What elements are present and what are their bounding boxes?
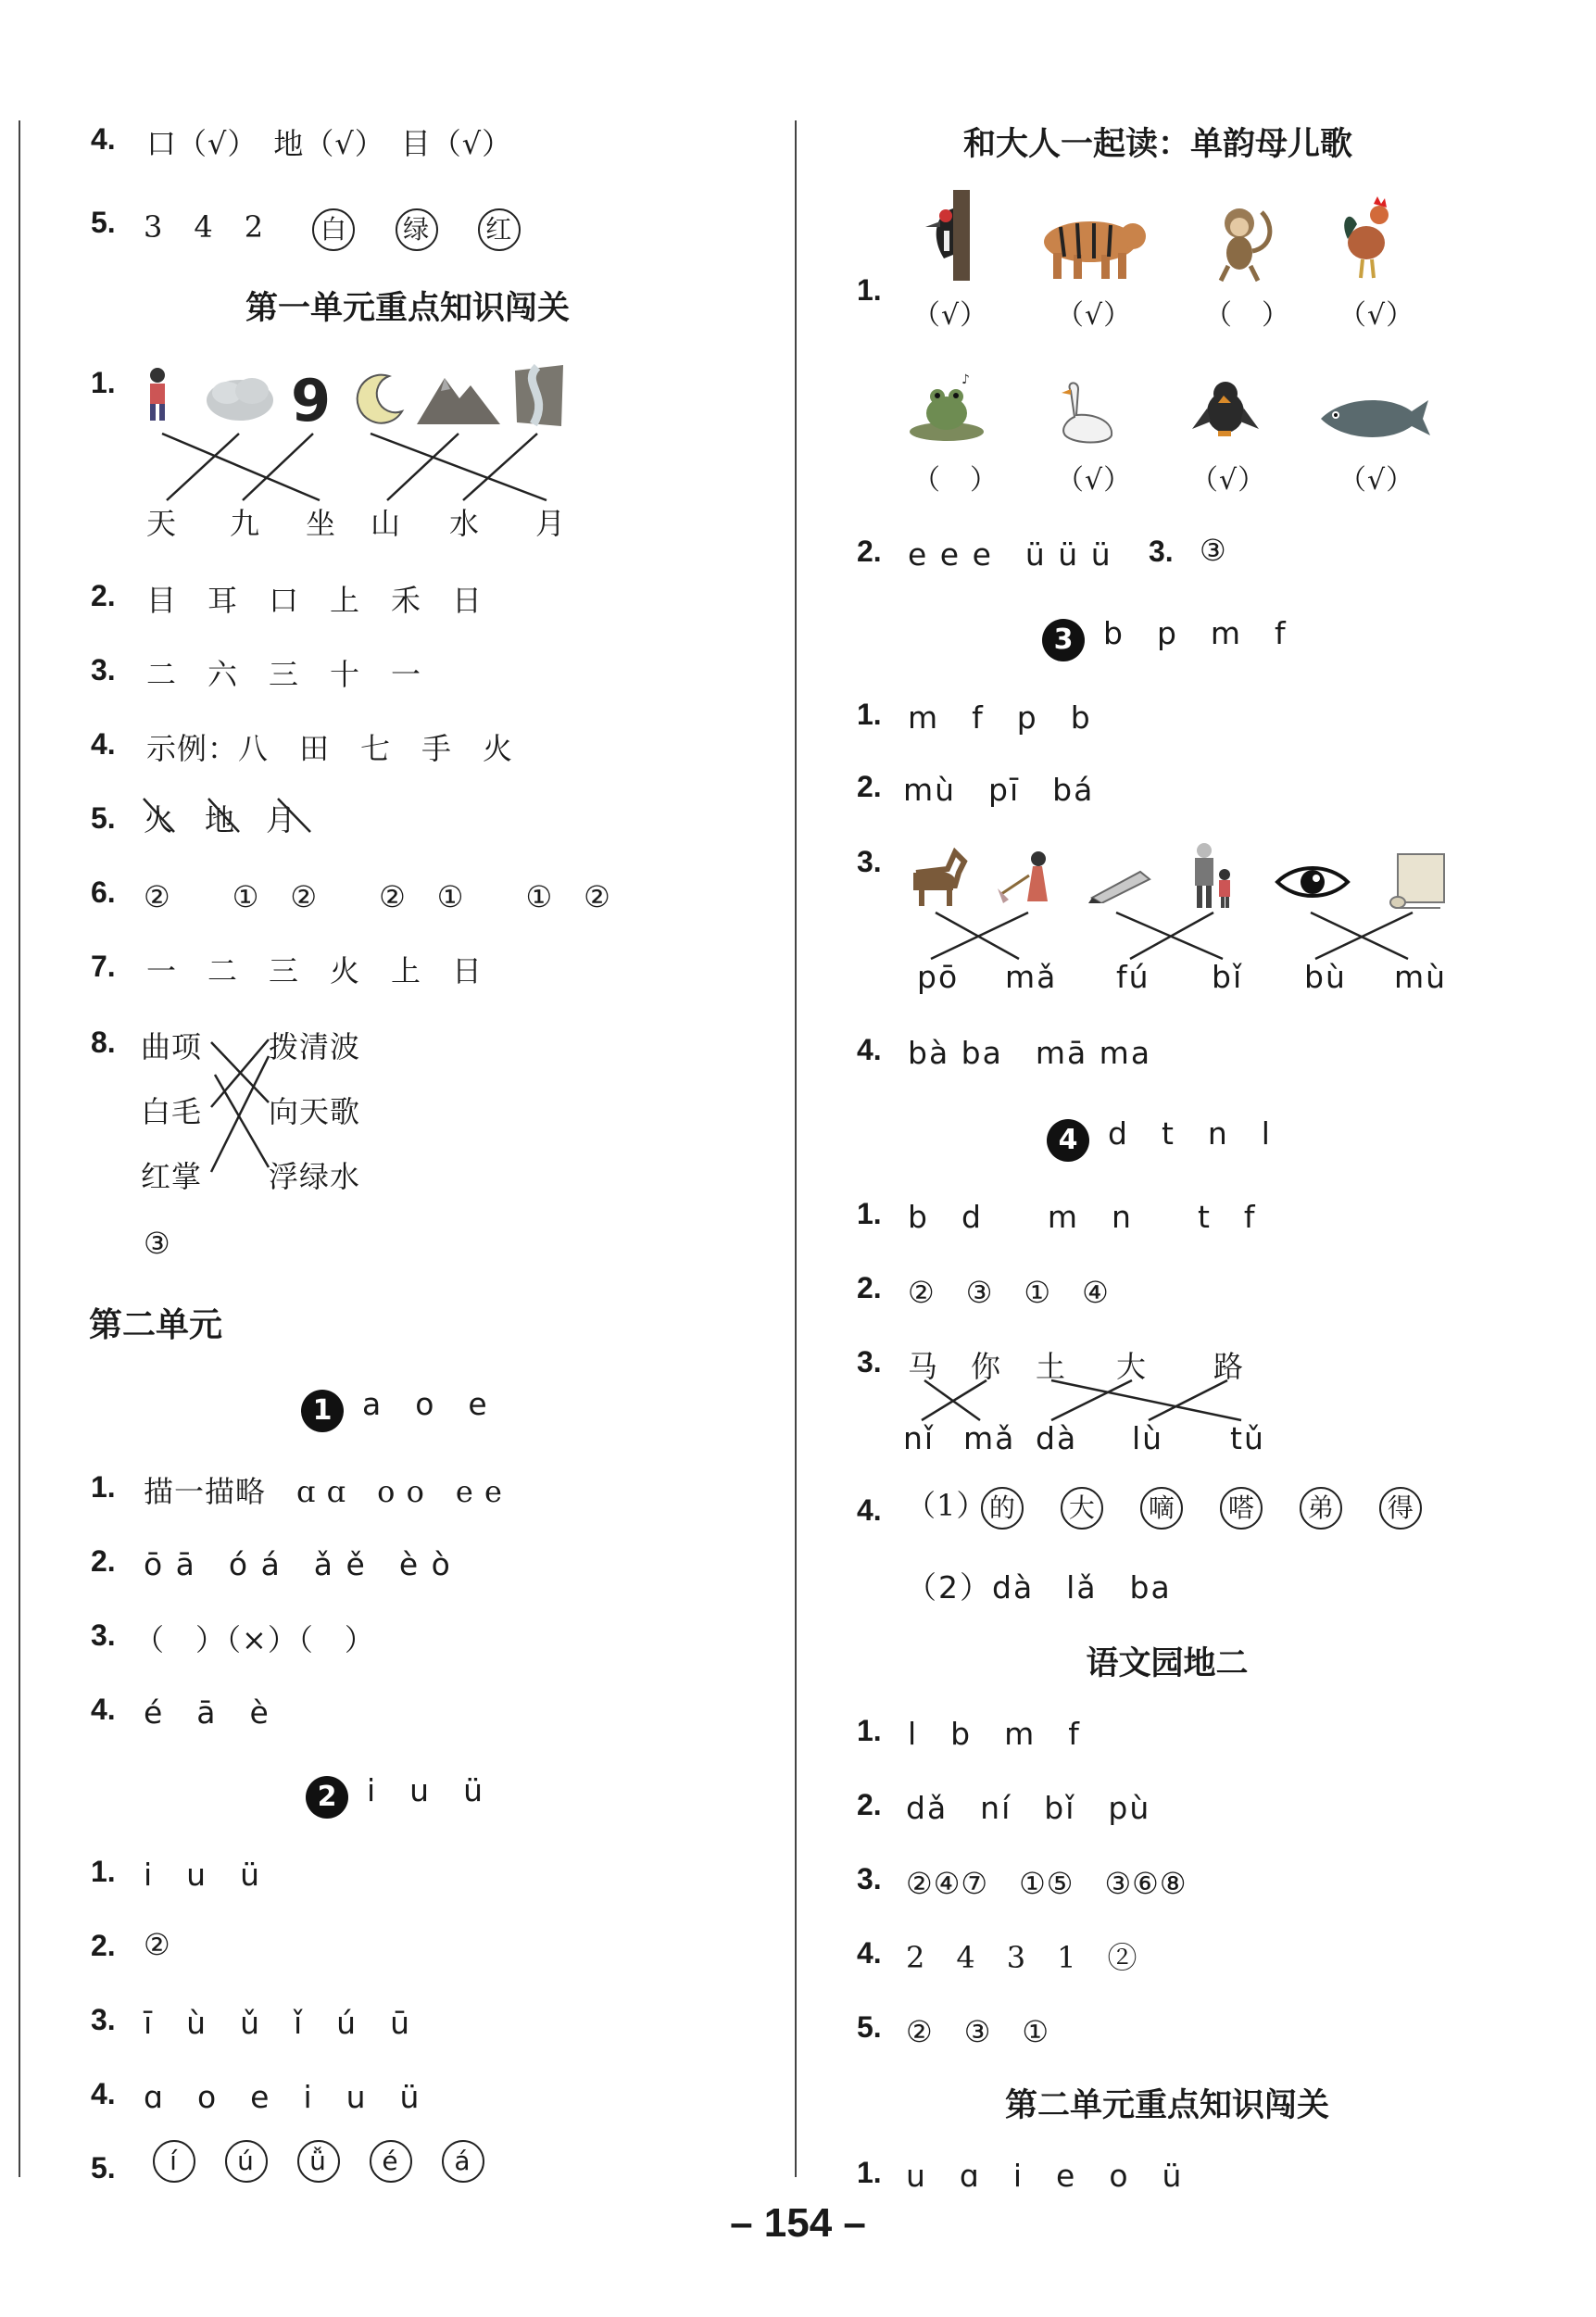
question-number: 2. — [857, 535, 882, 568]
eye-picture — [1274, 862, 1352, 903]
poem-right: 向天歌 — [269, 1094, 361, 1129]
answer-text: ② ③ ① — [906, 2014, 1050, 2049]
answer-text: 口（√） 地（√） 目（√） — [146, 126, 513, 161]
circled-char: 大 — [1061, 1487, 1103, 1530]
question-number: 1. — [857, 698, 882, 731]
circled-pinyin: é — [370, 2140, 412, 2183]
question-number: 1. — [857, 1197, 882, 1230]
match-char: 天 — [146, 506, 178, 541]
question-number: 2. — [857, 770, 882, 803]
answer-text: 一 二 三 火 上 日 — [146, 953, 484, 989]
question-number: 2. — [857, 1788, 882, 1821]
question-number: 7. — [91, 950, 116, 983]
question-number: 5. — [857, 2010, 882, 2044]
match-char: 大 — [1116, 1349, 1148, 1384]
tiger-picture — [1033, 208, 1149, 281]
question-number: 3. — [857, 845, 882, 878]
question-number: 3. — [1149, 535, 1174, 568]
question-number: 1. — [857, 1714, 882, 1747]
answer-text: é ā è — [144, 1694, 270, 1731]
question-number: 2. — [91, 1544, 116, 1578]
check-mark: （√） — [912, 299, 989, 332]
section-heading: 第二单元重点知识闯关 — [1004, 2087, 1329, 2124]
question-number: 5. — [91, 2151, 116, 2185]
lesson-letters: a o e — [362, 1386, 489, 1422]
question-number: 3. — [91, 653, 116, 686]
check-mark: （ ） — [1204, 299, 1290, 332]
check-mark: （√） — [1056, 299, 1133, 332]
answer-text: ī ù ǔ ǐ ú ū — [144, 2005, 411, 2041]
poem-left: 白毛 — [141, 1094, 203, 1129]
answer-text: ③ — [144, 1226, 171, 1261]
lesson-title — [301, 1380, 489, 1432]
answer-circles — [906, 1482, 1451, 1530]
answer-text: ②④⑦ ①⑤ ③⑥⑧ — [906, 1866, 1188, 1901]
match-line — [1130, 913, 1213, 959]
answer-text: 火 地 月 — [144, 802, 297, 837]
answer-text: ɑ o e i u ü — [144, 2079, 421, 2115]
woman-sweeping-picture — [996, 848, 1061, 911]
question-number: 1. — [91, 1855, 116, 1888]
match-char: 马 — [908, 1349, 939, 1384]
answer-text: 示例：八 田 七 手 火 — [146, 731, 514, 766]
column-divider — [795, 120, 797, 2177]
bird-picture — [1190, 375, 1260, 447]
pinyin-option: pō — [917, 959, 960, 995]
question-number: 8. — [91, 1026, 116, 1059]
answer-text: u ɑ i e o ü — [906, 2158, 1184, 2194]
circled-char: 嗒 — [1220, 1487, 1263, 1530]
horse-picture — [903, 845, 968, 910]
question-number: 3. — [91, 1618, 116, 1652]
check-mark: （ ） — [912, 464, 999, 497]
answer-digits: 3 4 2 — [144, 209, 265, 245]
circled-char: 白 — [312, 208, 355, 251]
answer-text: ③ — [1200, 533, 1227, 568]
number-nine-picture — [289, 369, 333, 428]
lesson-badge: 4 — [1047, 1119, 1089, 1162]
answer-circles — [153, 2140, 514, 2183]
woodpecker-picture — [922, 190, 977, 281]
match-char: 月 — [535, 506, 567, 541]
match-line — [211, 1056, 269, 1172]
answer-text: 目 耳 口 上 禾 日 — [146, 583, 484, 618]
match-line — [1116, 913, 1223, 959]
match-line — [463, 434, 537, 500]
circled-pinyin: í — [153, 2140, 195, 2183]
answer-text: dǎ ní bǐ pù — [906, 1790, 1151, 1826]
unit-heading: 第二单元 — [89, 1306, 223, 1344]
check-mark: （√） — [1338, 299, 1415, 332]
cloth-picture — [1385, 850, 1450, 911]
lesson-letters: b p m f — [1103, 615, 1288, 651]
lesson-badge: 2 — [306, 1776, 348, 1819]
match-line — [1051, 1380, 1132, 1420]
answer-text: b d m n t f — [908, 1199, 1257, 1235]
question-number: 3. — [91, 2003, 116, 2036]
answer-text: ② — [144, 1927, 171, 1962]
cloud-picture — [204, 372, 276, 424]
answer-text: 2 4 3 1 ② — [906, 1940, 1138, 1975]
question-number: 4. — [91, 1693, 116, 1726]
match-line — [211, 1042, 269, 1102]
match-char: 坐 — [306, 506, 337, 541]
answer-text: m f p b — [908, 699, 1092, 736]
pinyin-option: bǐ — [1212, 959, 1244, 995]
match-line — [1149, 1380, 1227, 1420]
question-number: 2. — [91, 579, 116, 612]
mountain-picture — [417, 371, 500, 426]
match-line — [1051, 1380, 1241, 1420]
section-heading: 第一单元重点知识闯关 — [245, 290, 570, 327]
lesson-title — [1042, 610, 1288, 661]
match-char: 你 — [971, 1349, 1002, 1384]
question-number: 1. — [857, 273, 882, 307]
poem-left: 曲项 — [141, 1029, 203, 1064]
circled-char: 得 — [1379, 1487, 1422, 1530]
pinyin-option: bù — [1304, 959, 1347, 995]
river-picture — [511, 363, 567, 428]
pinyin-option: mǎ — [963, 1420, 1016, 1456]
circled-char: 弟 — [1300, 1487, 1342, 1530]
match-line — [387, 434, 459, 500]
match-char: 九 — [230, 506, 261, 541]
answer-text: （ ）（×）（ ） — [134, 1622, 375, 1657]
question-number: 1. — [91, 366, 116, 399]
answer-text: 二 六 三 十 一 — [146, 657, 422, 692]
question-number: 5. — [91, 801, 116, 835]
question-number: 5. — [91, 206, 116, 239]
lesson-letters: i u ü — [367, 1772, 484, 1808]
match-line — [936, 913, 1019, 959]
answer-text: i u ü — [144, 1857, 261, 1893]
circled-pinyin: ǚ — [297, 2140, 340, 2183]
lesson-letters: d t n l — [1108, 1115, 1272, 1152]
answer-text: mù pī bá — [903, 772, 1095, 808]
match-char: 路 — [1213, 1349, 1245, 1384]
check-mark: （√） — [1056, 464, 1133, 497]
section-heading: 和大人一起读：单韵母儿歌 — [962, 126, 1352, 163]
question-number: 4. — [857, 1936, 882, 1970]
lesson-title — [1047, 1110, 1272, 1162]
match-line — [924, 1380, 980, 1420]
circled-pinyin: ú — [225, 2140, 268, 2183]
pinyin-option: fú — [1116, 959, 1150, 995]
circled-char: 嘀 — [1140, 1487, 1183, 1530]
fish-picture — [1315, 389, 1431, 443]
sub-label: （1） — [906, 1488, 987, 1523]
question-number: 4. — [91, 727, 116, 761]
match-line — [1311, 913, 1408, 959]
monkey-picture — [1204, 199, 1278, 283]
question-number: 6. — [91, 875, 116, 909]
left-margin-line — [19, 120, 20, 2177]
question-number: 4. — [91, 2077, 116, 2110]
answer-text: ② ① ② ② ① ① ② — [144, 879, 611, 914]
lesson-title — [306, 1767, 484, 1819]
answer-text: e e e ü ü ü — [908, 536, 1112, 573]
circled-char: 的 — [981, 1487, 1024, 1530]
pinyin-option: mù — [1394, 959, 1448, 995]
answer-text: ② ③ ① ④ — [908, 1275, 1110, 1310]
match-line — [371, 434, 547, 500]
check-mark: （√） — [1338, 464, 1415, 497]
poem-right: 浮绿水 — [269, 1159, 361, 1194]
goose-picture — [1056, 380, 1121, 447]
answer-text: l b m f — [908, 1716, 1081, 1752]
question-number: 3. — [857, 1862, 882, 1895]
question-number: 3. — [857, 1345, 882, 1379]
section-heading: 语文园地二 — [1086, 1645, 1249, 1682]
match-char: 山 — [371, 506, 402, 541]
check-mark: （√） — [1190, 464, 1267, 497]
frog-picture — [908, 371, 987, 445]
rooster-picture — [1338, 193, 1403, 281]
match-char: 土 — [1036, 1349, 1067, 1384]
pinyin-option: dà — [1036, 1420, 1078, 1456]
question-number: 1. — [91, 1470, 116, 1504]
answer-text — [144, 204, 550, 251]
circled-char: 红 — [478, 208, 521, 251]
poem-right: 拨清波 — [269, 1029, 361, 1064]
pinyin-option: nǐ — [903, 1420, 936, 1456]
svg-text:9: 9 — [291, 369, 332, 428]
match-line — [1315, 913, 1413, 959]
grandpa-picture — [1184, 841, 1239, 911]
match-line — [167, 434, 239, 500]
match-line — [162, 434, 320, 500]
pinyin-option: lù — [1132, 1420, 1164, 1456]
circled-char: 绿 — [396, 208, 438, 251]
question-number: 4. — [857, 1033, 882, 1066]
answer-text: 描一描略 ɑ ɑ o o e e — [144, 1474, 503, 1509]
question-number: 4. — [857, 1493, 882, 1527]
question-number: 2. — [91, 1929, 116, 1962]
lesson-badge: 3 — [1042, 619, 1085, 661]
svg-text:♪: ♪ — [961, 372, 970, 387]
page-number: – 154 – — [730, 2200, 866, 2246]
poem-left: 红掌 — [141, 1159, 203, 1194]
match-line — [931, 913, 1028, 959]
moon-picture — [352, 371, 408, 426]
lesson-badge: 1 — [301, 1390, 344, 1432]
pencil-picture — [1088, 866, 1153, 903]
question-number: 4. — [91, 122, 116, 156]
match-line — [922, 1380, 987, 1420]
match-line — [215, 1075, 269, 1167]
answer-text: bà ba mā ma — [908, 1035, 1152, 1071]
pinyin-option: tǔ — [1230, 1420, 1265, 1456]
match-char: 水 — [449, 506, 481, 541]
match-line — [211, 1039, 269, 1107]
match-line — [243, 434, 313, 500]
circled-pinyin: á — [442, 2140, 484, 2183]
question-number: 1. — [857, 2156, 882, 2189]
answer-text: （2）dà lǎ ba — [906, 1569, 1172, 1606]
answer-text: ō ā ó á ǎ ě è ò — [144, 1546, 452, 1582]
pinyin-option: mǎ — [1005, 959, 1058, 995]
question-number: 2. — [857, 1271, 882, 1304]
person-sitting-picture — [144, 366, 171, 423]
